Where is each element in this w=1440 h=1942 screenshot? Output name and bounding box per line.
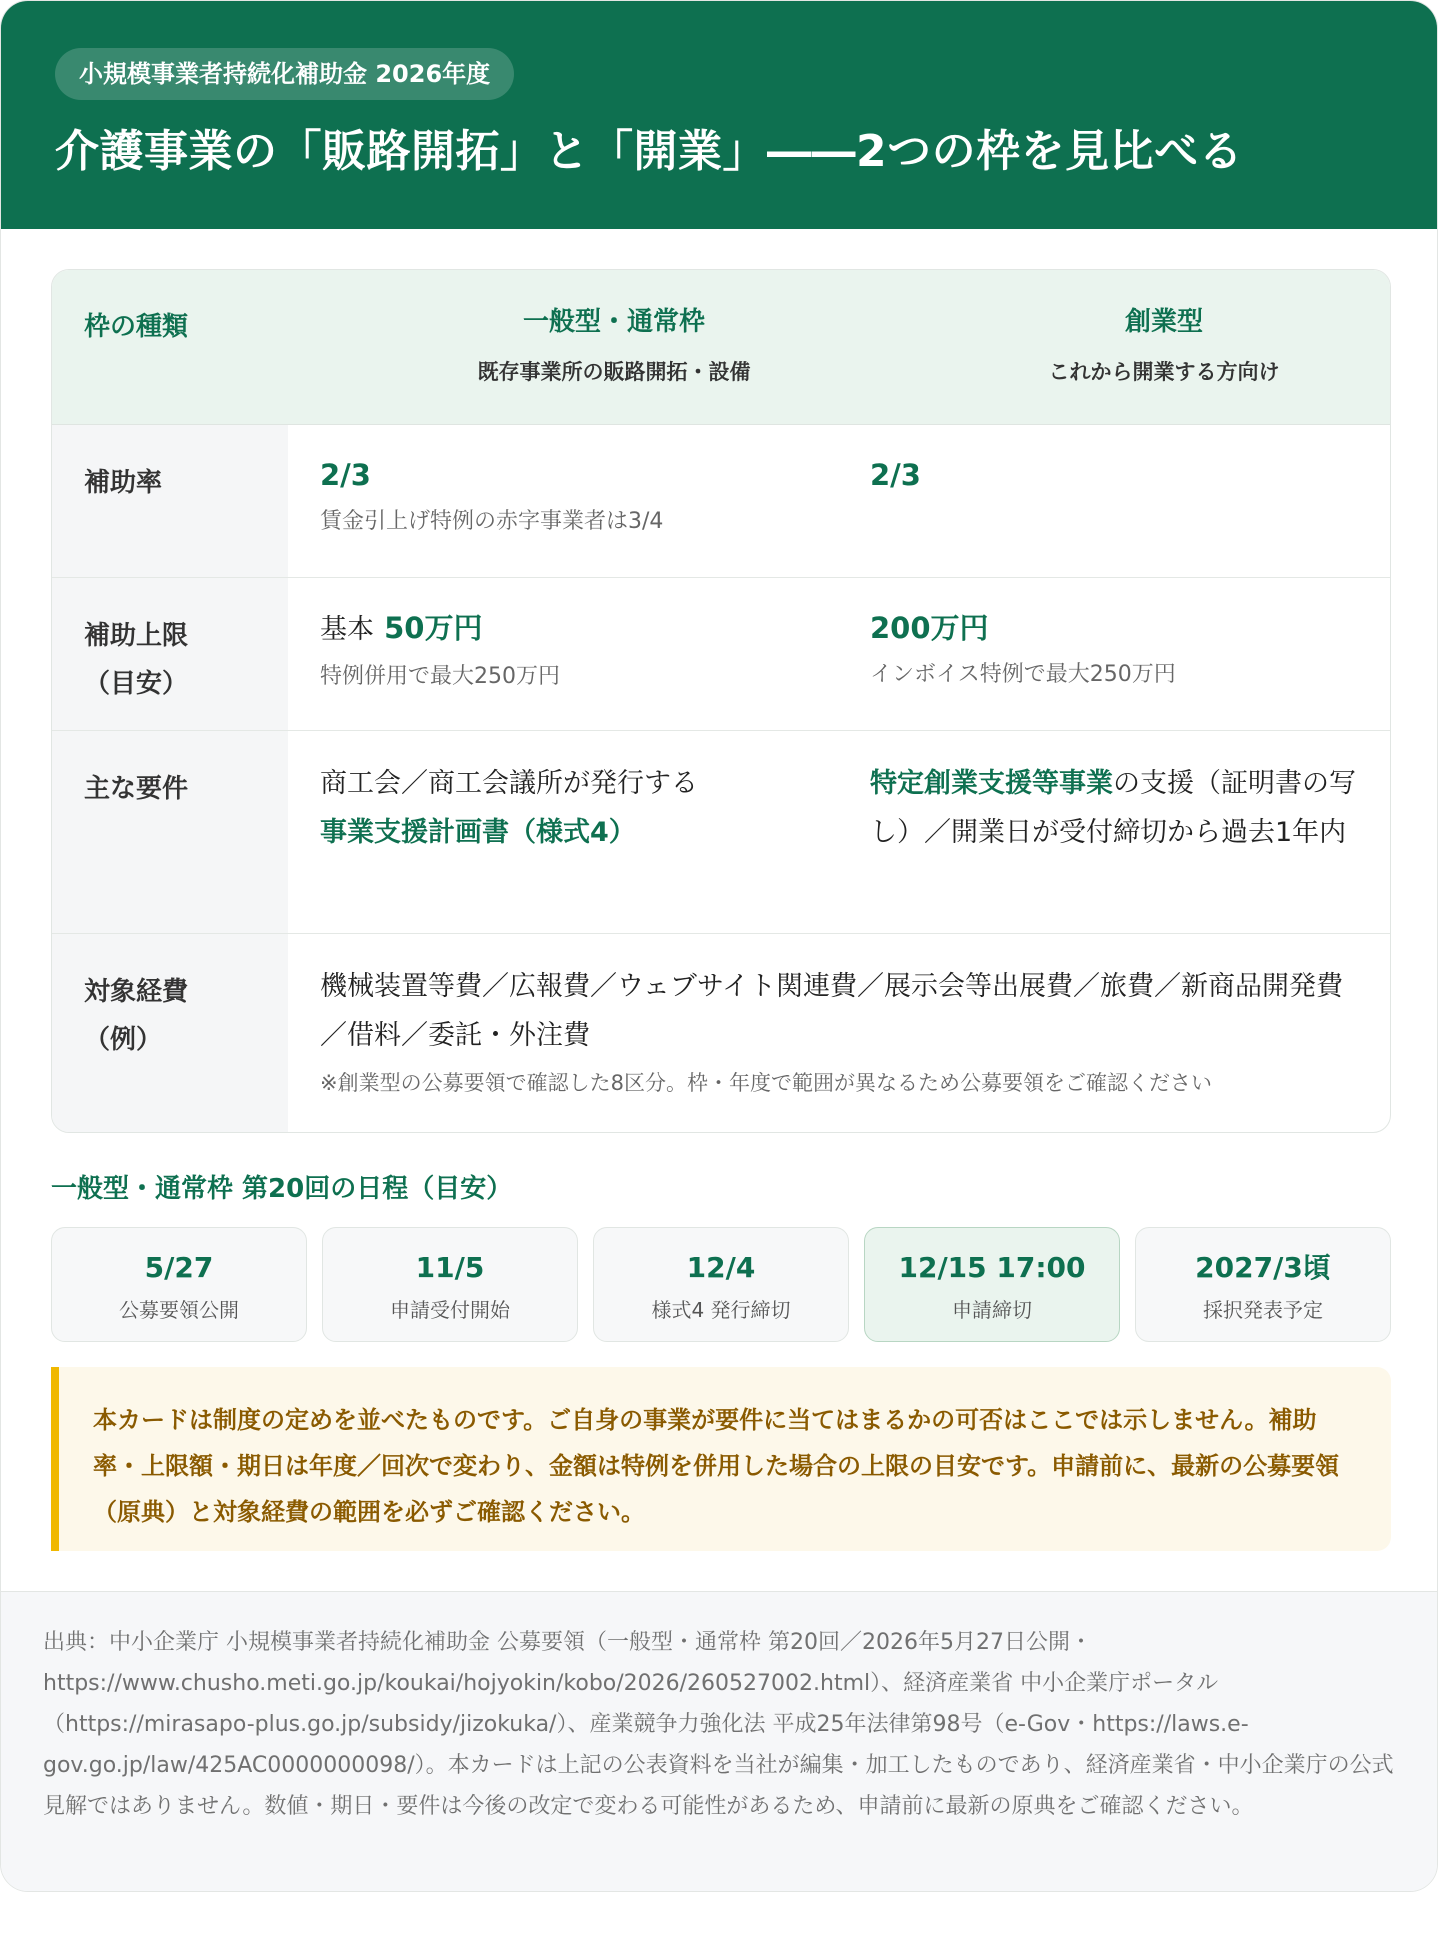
step-label: 採択発表予定 [1203, 1298, 1323, 1322]
expenses-cell [320, 962, 1370, 1098]
source-text: 出典：中小企業庁 小規模事業者持続化補助金 公募要領（一般型・通常枠 第20回／2026年5月27日公開・https://www.chusho.meti.go.jp/koukai/hojyokin/kobo/2026/260527002.html）、経済産業省 中小企業庁ポータル（https://mirasapo-plus.go.jp/subsidy/jizokuka/）、産業競争力強化法 平成25年法律第98号（e-Gov・https://laws.e-gov.go.jp/law/425AC0000000098/）。本カードは上記の公表資料を当社が編集・加工したものであり、経済産業省・中小企業庁の公式見解ではありません。数値・期日・要件は今後の改定で変わる可能性があるため、申請前に最新の原典をご確認ください。 [43, 1630, 1394, 1819]
schedule-title: 一般型・通常枠 第20回の日程（目安） [51, 1174, 513, 1204]
step-label: 申請受付開始 [390, 1298, 510, 1322]
rate-general-value: 2/3 [320, 458, 371, 492]
header-col-startup [904, 306, 1391, 386]
row-label [52, 425, 288, 577]
requirements-general [320, 759, 840, 857]
requirements-label: 主な要件 [84, 774, 189, 804]
limit-general-value: 50万円 [384, 611, 483, 645]
header-label: 枠の種類 [84, 312, 189, 342]
limit-startup [870, 608, 1176, 690]
requirements-general-text: 商工会／商工会議所が発行する [320, 768, 698, 799]
table-row-requirements [52, 731, 1390, 934]
row-label [52, 934, 288, 1133]
rate-startup-value: 2/3 [870, 458, 921, 492]
card-header [1, 1, 1437, 229]
step-label: 様式4 発行締切 [651, 1298, 791, 1322]
step-label: 申請締切 [952, 1298, 1032, 1322]
step-date: 2027/3頃 [1195, 1251, 1331, 1284]
limit-startup-note: インボイス特例で最大250万円 [870, 662, 1176, 687]
table-header [52, 270, 1390, 425]
requirements-startup [870, 759, 1360, 857]
limit-label-1: 補助上限 [84, 621, 189, 651]
expenses-note: ※創業型の公募要領で確認した8区分。枠・年度で範囲が異なるため公募要領をご確認ください [320, 1071, 1212, 1095]
rate-general [320, 455, 663, 537]
program-badge: 小規模事業者持続化補助金 2026年度 [55, 48, 514, 100]
col-startup-title: 創業型 [1124, 307, 1203, 337]
step-label: 公募要領公開 [119, 1298, 239, 1322]
step-date: 12/15 17:00 [898, 1251, 1086, 1284]
requirements-startup-text: の支援（証明書の写し）／開業日が受付締切から過去1年内 [870, 768, 1356, 848]
limit-general [320, 608, 560, 692]
source-footer [1, 1591, 1438, 1892]
requirements-general-highlight: 事業支援計画書（様式4） [320, 817, 636, 848]
comparison-table [51, 269, 1391, 1133]
schedule-step [51, 1227, 307, 1342]
expenses-label-1: 対象経費 [84, 977, 189, 1007]
limit-startup-value: 200万円 [870, 611, 989, 645]
table-row-rate [52, 425, 1390, 578]
requirements-startup-highlight: 特定創業支援等事業 [870, 768, 1113, 799]
step-date: 5/27 [144, 1251, 214, 1284]
col-startup-sub: これから開業する方向け [1048, 360, 1280, 384]
header-col-general [354, 306, 874, 386]
step-date: 12/4 [686, 1251, 756, 1284]
limit-general-note: 特例併用で最大250万円 [320, 664, 560, 689]
card-title: 介護事業の「販路開拓」と「開業」――2つの枠を見比べる [55, 126, 1244, 177]
table-row-limit [52, 578, 1390, 731]
schedule-step [322, 1227, 578, 1342]
row-label [52, 731, 288, 933]
row-label [52, 578, 288, 730]
table-row-expenses [52, 934, 1390, 1133]
schedule-step-deadline [864, 1227, 1120, 1342]
rate-startup [870, 455, 921, 495]
expenses-label-2: （例） [84, 1025, 163, 1055]
schedule-step [1135, 1227, 1391, 1342]
col-general-sub: 既存事業所の販路開拓・設備 [477, 360, 751, 384]
notice-text: 本カードは制度の定めを並べたものです。ご自身の事業が要件に当てはまるかの可否はここでは示しません。補助率・上限額・期日は年度／回次で変わり、金額は特例を併用した場合の上限の目安です。申請前に、最新の公募要領（原典）と対象経費の範囲を必ずご確認ください。 [93, 1406, 1340, 1526]
schedule-steps [51, 1227, 1391, 1342]
schedule-step [593, 1227, 849, 1342]
limit-label-2: （目安） [84, 669, 189, 699]
rate-general-note: 賃金引上げ特例の赤字事業者は3/4 [320, 509, 664, 534]
rate-label: 補助率 [84, 468, 163, 498]
limit-general-prefix: 基本 [320, 614, 374, 645]
col-general-title: 一般型・通常枠 [522, 307, 705, 337]
expenses-text: 機械装置等費／広報費／ウェブサイト関連費／展示会等出展費／旅費／新商品開発費／借料／委託・外注費 [320, 971, 1344, 1051]
disclaimer-notice [51, 1367, 1391, 1551]
step-date: 11/5 [415, 1251, 485, 1284]
